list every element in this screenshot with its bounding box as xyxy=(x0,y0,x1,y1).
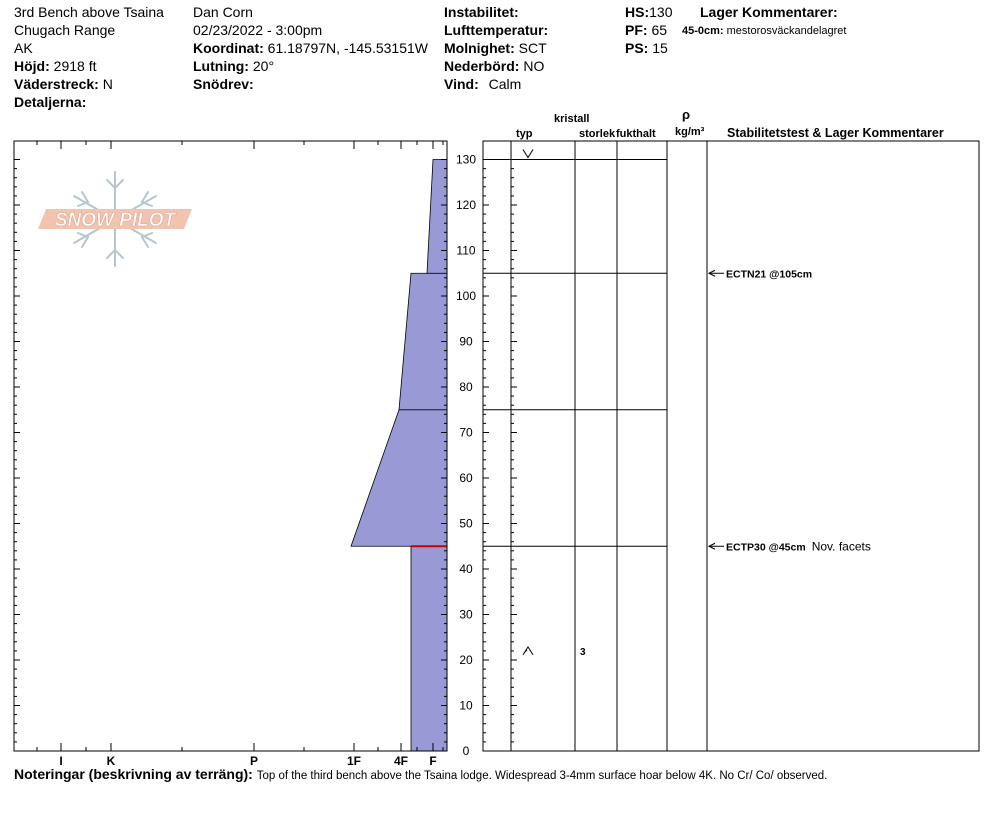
y-tick-label: 30 xyxy=(459,607,473,622)
stability-test-label xyxy=(726,268,812,280)
hardness-axis xyxy=(37,141,443,768)
layer-comment-text: mestorosväckandelagret xyxy=(726,25,847,37)
elevation-label: Höjd: xyxy=(14,58,50,74)
instability-label: Instabilitet: xyxy=(444,4,519,20)
grain-glyph xyxy=(523,647,533,655)
x-tick-label: P xyxy=(249,754,259,768)
hardness-layer-2 xyxy=(399,273,447,410)
slope-value: 20° xyxy=(252,58,275,74)
grain-type-header: typ xyxy=(516,128,533,140)
y-tick-label: 100 xyxy=(455,289,477,303)
stability-test-result: ECTP30 @45cm xyxy=(726,541,806,554)
notes-text: Top of the third bench above the Tsaina lodge. Widespread 3-4mm surface hoar below 4K. No Cr/ Co/ observed. xyxy=(256,770,828,782)
aspect-value: N xyxy=(102,76,113,92)
wind-value: Calm xyxy=(488,76,522,92)
layer-comments-title: Lager Kommentarer: xyxy=(700,4,838,20)
faceted-grain-icon xyxy=(523,647,533,655)
wind-transport-label: Snödrev: xyxy=(193,76,254,92)
y-tick-label: 70 xyxy=(459,425,473,440)
logo-text: SNOW PILOT xyxy=(54,210,176,231)
stability-header: Stabilitetstest & Lager Kommentarer xyxy=(727,126,944,140)
hs-label: HS: xyxy=(625,4,650,20)
snowpilot-logo xyxy=(38,172,192,266)
y-tick-label: 50 xyxy=(459,516,473,531)
notes xyxy=(14,766,827,784)
precip-value: NO xyxy=(523,58,545,74)
mountain-range: Chugach Range xyxy=(14,22,116,38)
hardness-profile xyxy=(351,160,447,752)
sky-value: SCT xyxy=(518,40,547,56)
slope-label: Lutning: xyxy=(193,58,249,74)
density-unit: kg/m³ xyxy=(675,126,705,138)
crystal-header: kristall xyxy=(554,113,590,125)
details-label: Detaljerna: xyxy=(14,94,87,110)
sky-label: Molnighet: xyxy=(444,40,515,56)
grain-size-header: storlek xyxy=(579,128,616,140)
location-name: 3rd Bench above Tsaina xyxy=(14,4,164,20)
layer-table-border xyxy=(483,141,979,751)
hardness-layer-3 xyxy=(427,160,447,274)
air-temp-label: Lufttemperatur: xyxy=(444,22,549,38)
ps-value: 15 xyxy=(652,40,668,56)
y-tick-label: 0 xyxy=(462,744,470,758)
hs-value: 130 xyxy=(649,4,673,20)
notes-label: Noteringar (beskrivning av terräng): xyxy=(14,766,253,782)
coordinates-label: Koordinat: xyxy=(193,40,264,56)
y-tick-label: 120 xyxy=(455,198,477,212)
x-tick-label: K xyxy=(106,754,116,768)
state: AK xyxy=(14,40,33,56)
layer-comment-depth: 45-0cm: xyxy=(682,25,724,37)
layer-table xyxy=(483,141,979,751)
stability-test-comment: Nov. facets xyxy=(811,539,871,554)
coordinates-value: 61.18797N, -145.53151W xyxy=(267,40,428,56)
observation-datetime: 02/23/2022 - 3:00pm xyxy=(193,22,323,38)
y-tick-label: 60 xyxy=(459,471,473,485)
stability-tests xyxy=(709,268,871,553)
hardness-layer-1 xyxy=(351,410,447,547)
pf-value: 65 xyxy=(651,22,668,38)
stability-test-label xyxy=(726,539,871,553)
grain-size-value: 3 xyxy=(580,646,586,658)
elevation-value: 2918 ft xyxy=(53,58,97,74)
y-tick-label: 80 xyxy=(459,380,473,394)
wind-label: Vind: xyxy=(444,76,479,92)
aspect-label: Väderstreck: xyxy=(14,76,99,92)
moisture-header: fukthalt xyxy=(616,128,656,140)
y-tick-label: 40 xyxy=(459,562,473,576)
x-tick-label: F xyxy=(429,754,437,768)
grain-glyph xyxy=(523,150,533,158)
precip-label: Nederbörd: xyxy=(444,58,520,74)
y-tick-label: 20 xyxy=(459,653,473,667)
y-tick-label: 10 xyxy=(459,698,473,713)
y-tick-label: 110 xyxy=(456,243,476,258)
stability-test-result: ECTN21 @105cm xyxy=(726,268,813,281)
x-tick-label: I xyxy=(59,754,63,768)
grain-glyph-stroke xyxy=(525,650,527,652)
hardness-layer-0 xyxy=(411,546,447,751)
pf-label: PF: xyxy=(625,22,648,38)
x-tick-label: 4F xyxy=(393,754,409,768)
surface-hoar-icon xyxy=(523,150,533,158)
density-symbol: ρ xyxy=(682,107,691,122)
observer-name: Dan Corn xyxy=(193,4,253,20)
y-tick-label: 90 xyxy=(459,334,473,349)
ps-label: PS: xyxy=(625,40,649,56)
y-tick-label: 130 xyxy=(455,152,477,167)
x-tick-label: 1F xyxy=(346,754,362,768)
